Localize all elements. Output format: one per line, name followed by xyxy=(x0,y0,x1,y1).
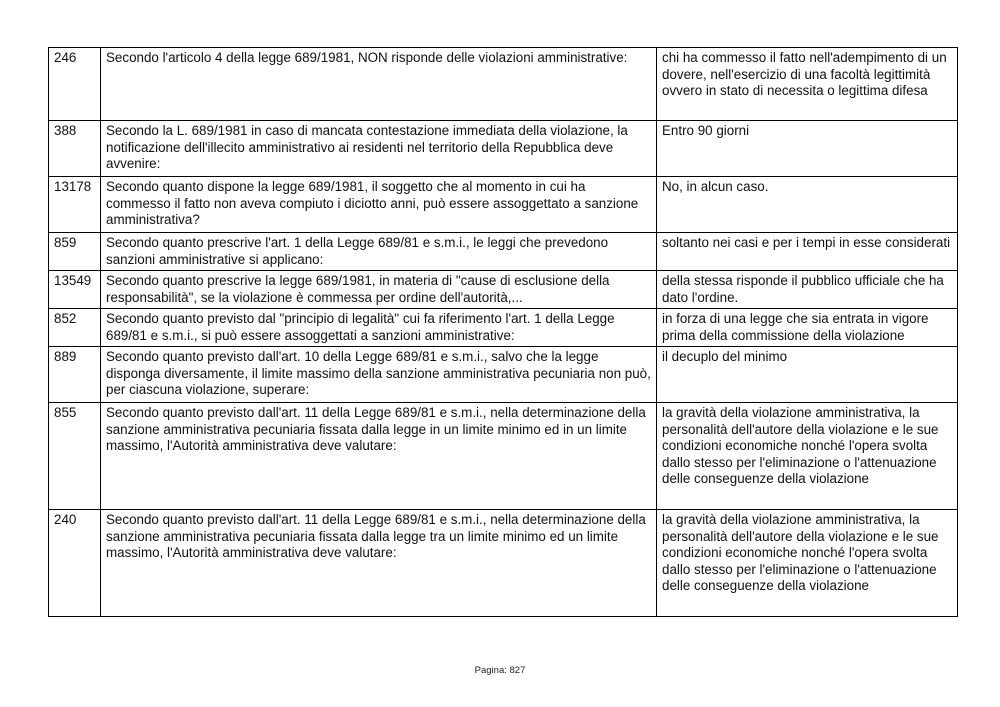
question-text: Secondo quanto previsto dall'art. 11 della Legge 689/81 e s.m.i., nella determinazione della sanzione amministrativa pecuniaria fissata dalla legge tra un limite minimo ed un limite massimo, l'Autorità amministrativa deve valutare: xyxy=(101,510,657,617)
question-id: 13549 xyxy=(49,271,101,309)
question-id: 859 xyxy=(49,233,101,271)
questions-table xyxy=(48,47,958,617)
answer-text: chi ha commesso il fatto nell'adempimento di un dovere, nell'esercizio di una facoltà legittimità ovvero in stato di necessita o legittima difesa xyxy=(657,48,958,121)
table-row xyxy=(49,177,958,233)
table-row xyxy=(49,347,958,403)
question-id: 852 xyxy=(49,309,101,347)
table-row xyxy=(49,309,958,347)
question-id: 240 xyxy=(49,510,101,617)
question-text: Secondo la L. 689/1981 in caso di mancata contestazione immediata della violazione, la notificazione dell'illecito amministrativo ai residenti nel territorio della Repubblica deve avvenire: xyxy=(101,121,657,177)
answer-text: la gravità della violazione amministrativa, la personalità dell'autore della violazione e le sue condizioni economiche nonché l'opera svolta dallo stesso per l'eliminazione o l'attenuazione delle conseguenze della violazione xyxy=(657,510,958,617)
answer-text: della stessa risponde il pubblico ufficiale che ha dato l'ordine. xyxy=(657,271,958,309)
answer-text: No, in alcun caso. xyxy=(657,177,958,233)
question-id: 889 xyxy=(49,347,101,403)
table-row xyxy=(49,48,958,121)
question-text: Secondo l'articolo 4 della legge 689/1981, NON risponde delle violazioni amministrative: xyxy=(101,48,657,121)
table-row xyxy=(49,233,958,271)
table-row xyxy=(49,121,958,177)
table-row xyxy=(49,271,958,309)
question-text: Secondo quanto prescrive l'art. 1 della Legge 689/81 e s.m.i., le leggi che prevedono sanzioni amministrative si applicano: xyxy=(101,233,657,271)
answer-text: il decuplo del minimo xyxy=(657,347,958,403)
answer-text: in forza di una legge che sia entrata in vigore prima della commissione della violazione xyxy=(657,309,958,347)
question-id: 855 xyxy=(49,403,101,510)
question-text: Secondo quanto dispone la legge 689/1981, il soggetto che al momento in cui ha commesso il fatto non aveva compiuto i diciotto anni, può essere assoggettato a sanzione amministrativa? xyxy=(101,177,657,233)
question-id: 388 xyxy=(49,121,101,177)
table-row xyxy=(49,510,958,617)
question-text: Secondo quanto previsto dall'art. 11 della Legge 689/81 e s.m.i., nella determinazione della sanzione amministrativa pecuniaria fissata dalla legge in un limite minimo ed in un limite massimo, l'Autorità amministrativa deve valutare: xyxy=(101,403,657,510)
answer-text: soltanto nei casi e per i tempi in esse considerati xyxy=(657,233,958,271)
page-number: Pagina: 827 xyxy=(474,665,526,676)
answer-text: Entro 90 giorni xyxy=(657,121,958,177)
question-id: 246 xyxy=(49,48,101,121)
question-text: Secondo quanto previsto dall'art. 10 della Legge 689/81 e s.m.i., salvo che la legge disponga diversamente, il limite massimo della sanzione amministrativa pecuniaria non può, per ciascuna violazione, superare: xyxy=(101,347,657,403)
answer-text: la gravità della violazione amministrativa, la personalità dell'autore della violazione e le sue condizioni economiche nonché l'opera svolta dallo stesso per l'eliminazione o l'attenuazione delle conseguenze della violazione xyxy=(657,403,958,510)
table-row xyxy=(49,403,958,510)
question-id: 13178 xyxy=(49,177,101,233)
question-text: Secondo quanto prescrive la legge 689/1981, in materia di "cause di esclusione della responsabilità", se la violazione è commessa per ordine dell'autorità,... xyxy=(101,271,657,309)
question-text: Secondo quanto previsto dal "principio di legalità" cui fa riferimento l'art. 1 della Legge 689/81 e s.m.i., si può essere assoggettati a sanzioni amministrative: xyxy=(101,309,657,347)
